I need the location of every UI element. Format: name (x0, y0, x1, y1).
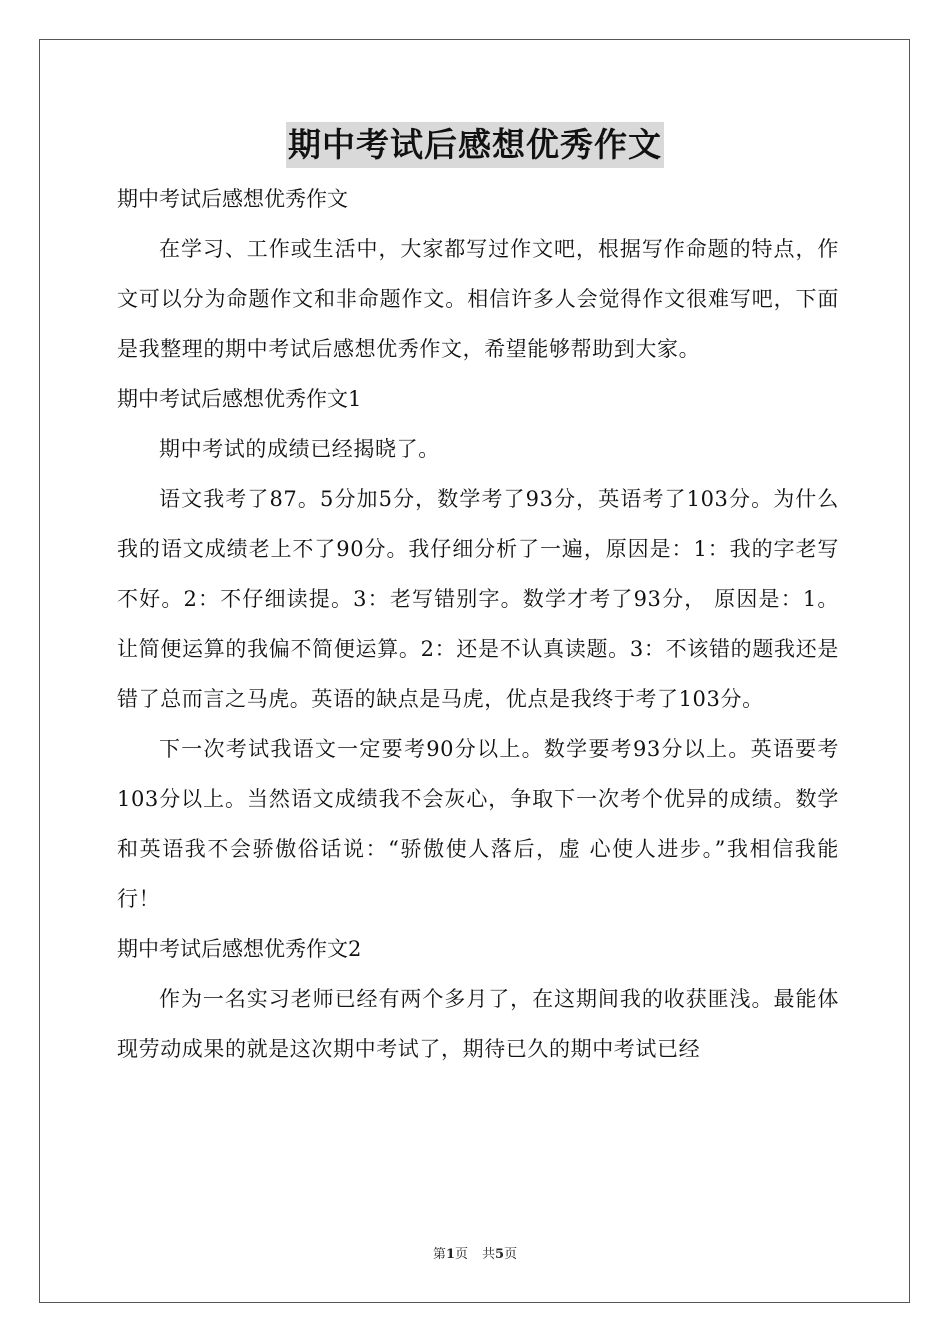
page-current: 1 (445, 1247, 455, 1262)
total-suffix: 页 (504, 1247, 518, 1262)
essay-1-paragraph: 下一次考试我语文一定要考90分以上。数学要考93分以上。英语要考103分以上。当然语文成绩我不会灰心，争取下一次考个优异的成绩。数学和英语我不会骄傲俗话说：“骄傲使人落后，虚 心使人进步。”我相信我能行！ (117, 737, 839, 911)
page-footer (0, 1243, 950, 1262)
document-subtitle: 期中考试后感想优秀作文 (117, 187, 348, 211)
page-prefix: 第 (432, 1247, 446, 1262)
page-total: 5 (495, 1247, 505, 1262)
total-prefix: 共 (482, 1247, 496, 1262)
intro-paragraph: 在学习、工作或生活中，大家都写过作文吧，根据写作命题的特点，作文可以分为命题作文和非命题作文。相信许多人会觉得作文很难写吧，下面是我整理的期中考试后感想优秀作文，希望能够帮助到大家。 (117, 237, 839, 361)
essay-1-paragraph: 语文我考了87。5分加5分，数学考了93分，英语考了103分。为什么我的语文成绩老上不了90分。我仔细分析了一遍，原因是：1：我的字老写不好。2：不仔细读提。3：老写错别字。数学才考了93分， 原因是：1。让简便运算的我偏不简便运算。2：还是不认真读题。3：不该错的题我还是错了总而言之马虎。英语的缺点是马虎，优点是我终于考了103分。 (117, 487, 839, 711)
document-title: 期中考试后感想优秀作文 (286, 122, 664, 168)
title-container (0, 122, 950, 168)
essay-1-paragraph: 期中考试的成绩已经揭晓了。 (159, 437, 440, 461)
document-body (117, 174, 839, 1074)
essay-2-heading: 期中考试后感想优秀作文2 (117, 937, 362, 961)
page-suffix: 页 (454, 1247, 468, 1262)
essay-1-heading: 期中考试后感想优秀作文1 (117, 387, 362, 411)
essay-2-paragraph: 作为一名实习老师已经有两个多月了，在这期间我的收获匪浅。最能体现劳动成果的就是这次期中考试了，期待已久的期中考试已经 (117, 987, 839, 1061)
